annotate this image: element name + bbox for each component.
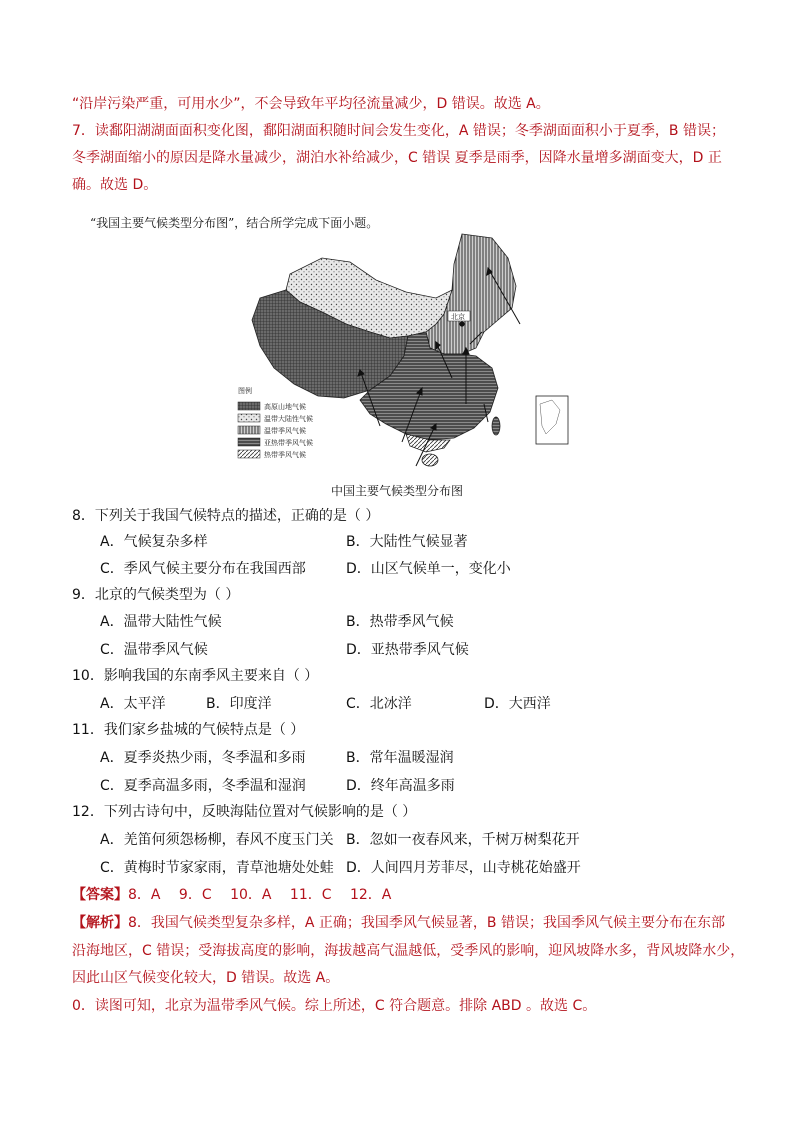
question-12-option-a: A．羌笛何须怨杨柳，春风不度玉门关 [100,832,334,848]
map-caption: 中国主要气候类型分布图 [330,484,463,498]
analysis-text: 8．我国气候类型复杂多样，A 正确；我国季风气候显著，B 错误；我国季风气候主要分布在东部 [128,915,725,931]
question-8-option-a: A．气候复杂多样 [100,534,208,550]
beijing-label: 北京 [451,313,465,321]
legend-item: 高原山地气候 [264,403,306,411]
legend-title: 图例 [238,387,252,395]
question-10-option-b: B．印度洋 [206,696,272,712]
question-10-option-a: A．太平洋 [100,696,166,712]
answer-label: 【答案】 [72,887,128,903]
question-10-option-d: D．大西洋 [484,696,551,712]
question-12-option-b: B．忽如一夜春风来，千树万树梨花开 [346,832,580,848]
taiwan-island [492,417,500,435]
question-11-stem: 11．我们家乡盐城的气候特点是（ ） [72,722,305,738]
analysis-line-1 [72,913,725,933]
question-11-option-c: C．夏季高温多雨，冬季温和湿润 [100,778,306,794]
question-9-option-a: A．温带大陆性气候 [100,614,222,630]
map-legend [238,402,313,459]
question-9-option-d: D．亚热带季风气候 [346,642,469,658]
question-9-stem: 9．北京的气候类型为（ ） [72,587,240,603]
question-8-option-b: B．大陆性气候显著 [346,534,468,550]
question-10-option-c: C．北冰洋 [346,696,412,712]
question-9-option-c: C．温带季风气候 [100,642,208,658]
question-11-option-b: B．常年温暖湿润 [346,750,454,766]
prev-answer-line-4: 确。故选 D。 [72,177,158,193]
analysis-label: 【解析】 [72,915,128,931]
hainan-island [422,454,438,466]
question-9-option-b: B．热带季风气候 [346,614,454,630]
prev-answer-line-3: 冬季湖面缩小的原因是降水量减少，湖泊水补给减少，C 错误 夏季是雨季，因降水量增多湖面变大，D 正 [72,150,722,166]
legend-item: 温带大陆性气候 [264,415,313,423]
answer-key [72,885,391,905]
inset-map [536,396,568,444]
question-8-stem: 8．下列关于我国气候特点的描述，正确的是（ ） [72,508,380,524]
question-11-option-d: D．终年高温多雨 [346,778,455,794]
legend-item: 热带季风气候 [264,451,306,459]
question-intro: “我国主要气候类型分布图”，结合所学完成下面小题。 [90,216,379,230]
legend-item: 温带季风气候 [264,427,306,435]
question-12-option-c: C．黄梅时节家家雨，青草池塘处处蛙 [100,860,334,876]
question-10-stem: 10．影响我国的东南季风主要来自（ ） [72,668,319,684]
answer-text: 8．A 9．C 10．A 11．C 12．A [128,887,392,903]
analysis-line-4: 0．读图可知，北京为温带季风气候。综上所述，C 符合题意。排除 ABD 。故选 C。 [72,998,597,1014]
question-11-option-a: A．夏季炎热少雨，冬季温和多雨 [100,750,306,766]
china-climate-map [230,228,570,478]
question-8-option-d: D．山区气候单一，变化小 [346,561,511,577]
analysis-line-2: 沿海地区，C 错误；受海拔高度的影响，海拔越高气温越低，受季风的影响，迎风坡降水多，背风坡降水少， [72,943,745,959]
legend-item: 亚热带季风气候 [264,439,313,447]
question-12-stem: 12．下列古诗句中，反映海陆位置对气候影响的是（ ） [72,804,417,820]
prev-answer-line-2: 7．读鄱阳湖湖面面积变化图，鄱阳湖面积随时间会发生变化，A 错误；冬季湖面面积小于夏季，B 错误； [72,123,725,139]
question-12-option-d: D．人间四月芳菲尽，山寺桃花始盛开 [346,860,581,876]
prev-answer-line-1: “沿岸污染严重，可用水少”，不会导致年平均径流量减少，D 错误。故选 A。 [72,96,550,112]
beijing-marker [459,321,464,326]
question-8-option-c: C．季风气候主要分布在我国西部 [100,561,306,577]
analysis-line-3: 因此山区气候变化较大，D 错误。故选 A。 [72,970,340,986]
